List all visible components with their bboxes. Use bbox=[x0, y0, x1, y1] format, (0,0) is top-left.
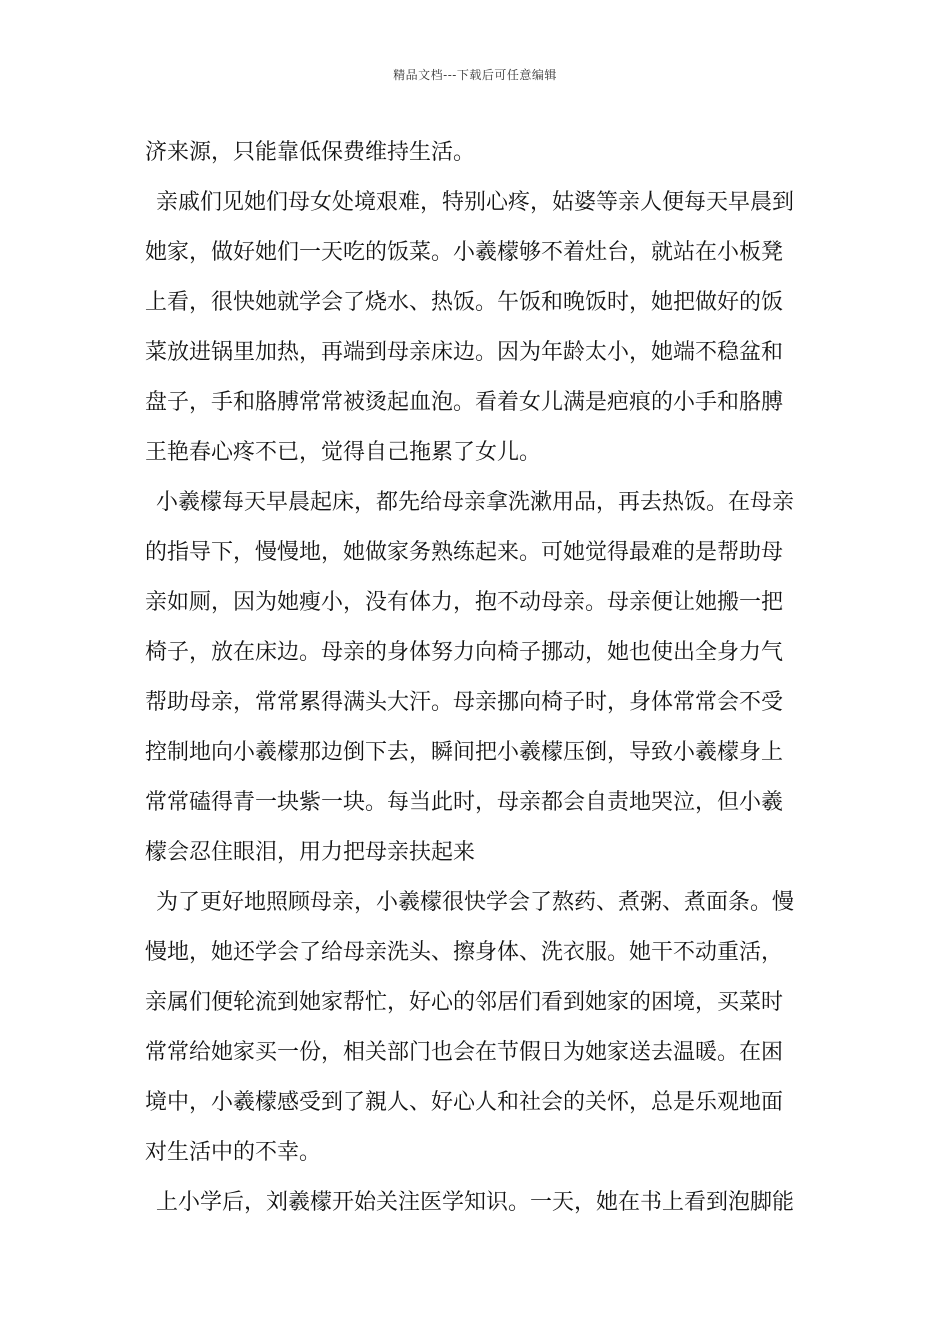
body-text bbox=[145, 128, 813, 1228]
text-line: 上看，很快她就学会了烧水、热饭。午饭和晚饭时，她把做好的饭 bbox=[145, 290, 784, 315]
text-line: 菜放进锅里加热，再端到母亲床边。因为年龄太小，她端不稳盆和 bbox=[145, 340, 784, 365]
text-line: 檬会忍住眼泪，用力把母亲扶起来 bbox=[145, 840, 476, 865]
text-line: 常常给她家买一份，相关部门也会在节假日为她家送去温暖。在困 bbox=[145, 1040, 784, 1065]
text-line: 控制地向小羲檬那边倒下去，瞬间把小羲檬压倒，导致小羲檬身上 bbox=[145, 740, 784, 765]
text-line: 常常磕得青一块紫一块。每当此时，母亲都会自责地哭泣，但小羲 bbox=[145, 790, 784, 815]
text-line: 盘子，手和胳膊常常被烫起血泡。看着女儿满是疤痕的小手和胳膊 bbox=[145, 390, 784, 415]
paragraph-first-line: 小羲檬每天早晨起床，都先给母亲拿洗漱用品，再去热饭。在母亲 bbox=[156, 490, 795, 515]
text-line: 济来源，只能靠低保费维持生活。 bbox=[145, 140, 476, 165]
text-line: 亲属们便轮流到她家帮忙，好心的邻居们看到她家的困境，买菜时 bbox=[145, 990, 784, 1015]
text-line: 的指导下，慢慢地，她做家务熟练起来。可她觉得最难的是帮助母 bbox=[145, 540, 784, 565]
text-line: 境中，小羲檬感受到了親人、好心人和社会的关怀，总是乐观地面 bbox=[145, 1090, 784, 1115]
text-line: 椅子，放在床边。母亲的身体努力向椅子挪动，她也使出全身力气 bbox=[145, 640, 784, 665]
text-line: 她家，做好她们一天吃的饭菜。小羲檬够不着灶台，就站在小板凳 bbox=[145, 240, 784, 265]
page-header: 精品文档---下载后可任意编辑 bbox=[393, 68, 557, 82]
text-line: 慢地，她还学会了给母亲洗头、擦身体、洗衣服。她干不动重活， bbox=[145, 940, 784, 965]
paragraph-first-line: 为了更好地照顾母亲，小羲檬很快学会了熬药、煮粥、煮面条。慢 bbox=[156, 890, 795, 915]
paragraph-first-line: 上小学后，刘羲檬开始关注医学知识。一天，她在书上看到泡脚能 bbox=[156, 1190, 795, 1215]
text-line: 帮助母亲，常常累得满头大汗。母亲挪向椅子时，身体常常会不受 bbox=[145, 690, 784, 715]
text-line: 对生活中的不幸。 bbox=[145, 1140, 322, 1165]
text-line: 亲如厕，因为她瘦小，没有体力，抱不动母亲。母亲便让她搬一把 bbox=[145, 590, 784, 615]
text-line: 王艳春心疼不已，觉得自己拖累了女儿。 bbox=[145, 440, 542, 465]
paragraph-first-line: 亲戚们见她们母女处境艰难，特别心疼，姑婆等亲人便每天早晨到 bbox=[156, 190, 795, 215]
